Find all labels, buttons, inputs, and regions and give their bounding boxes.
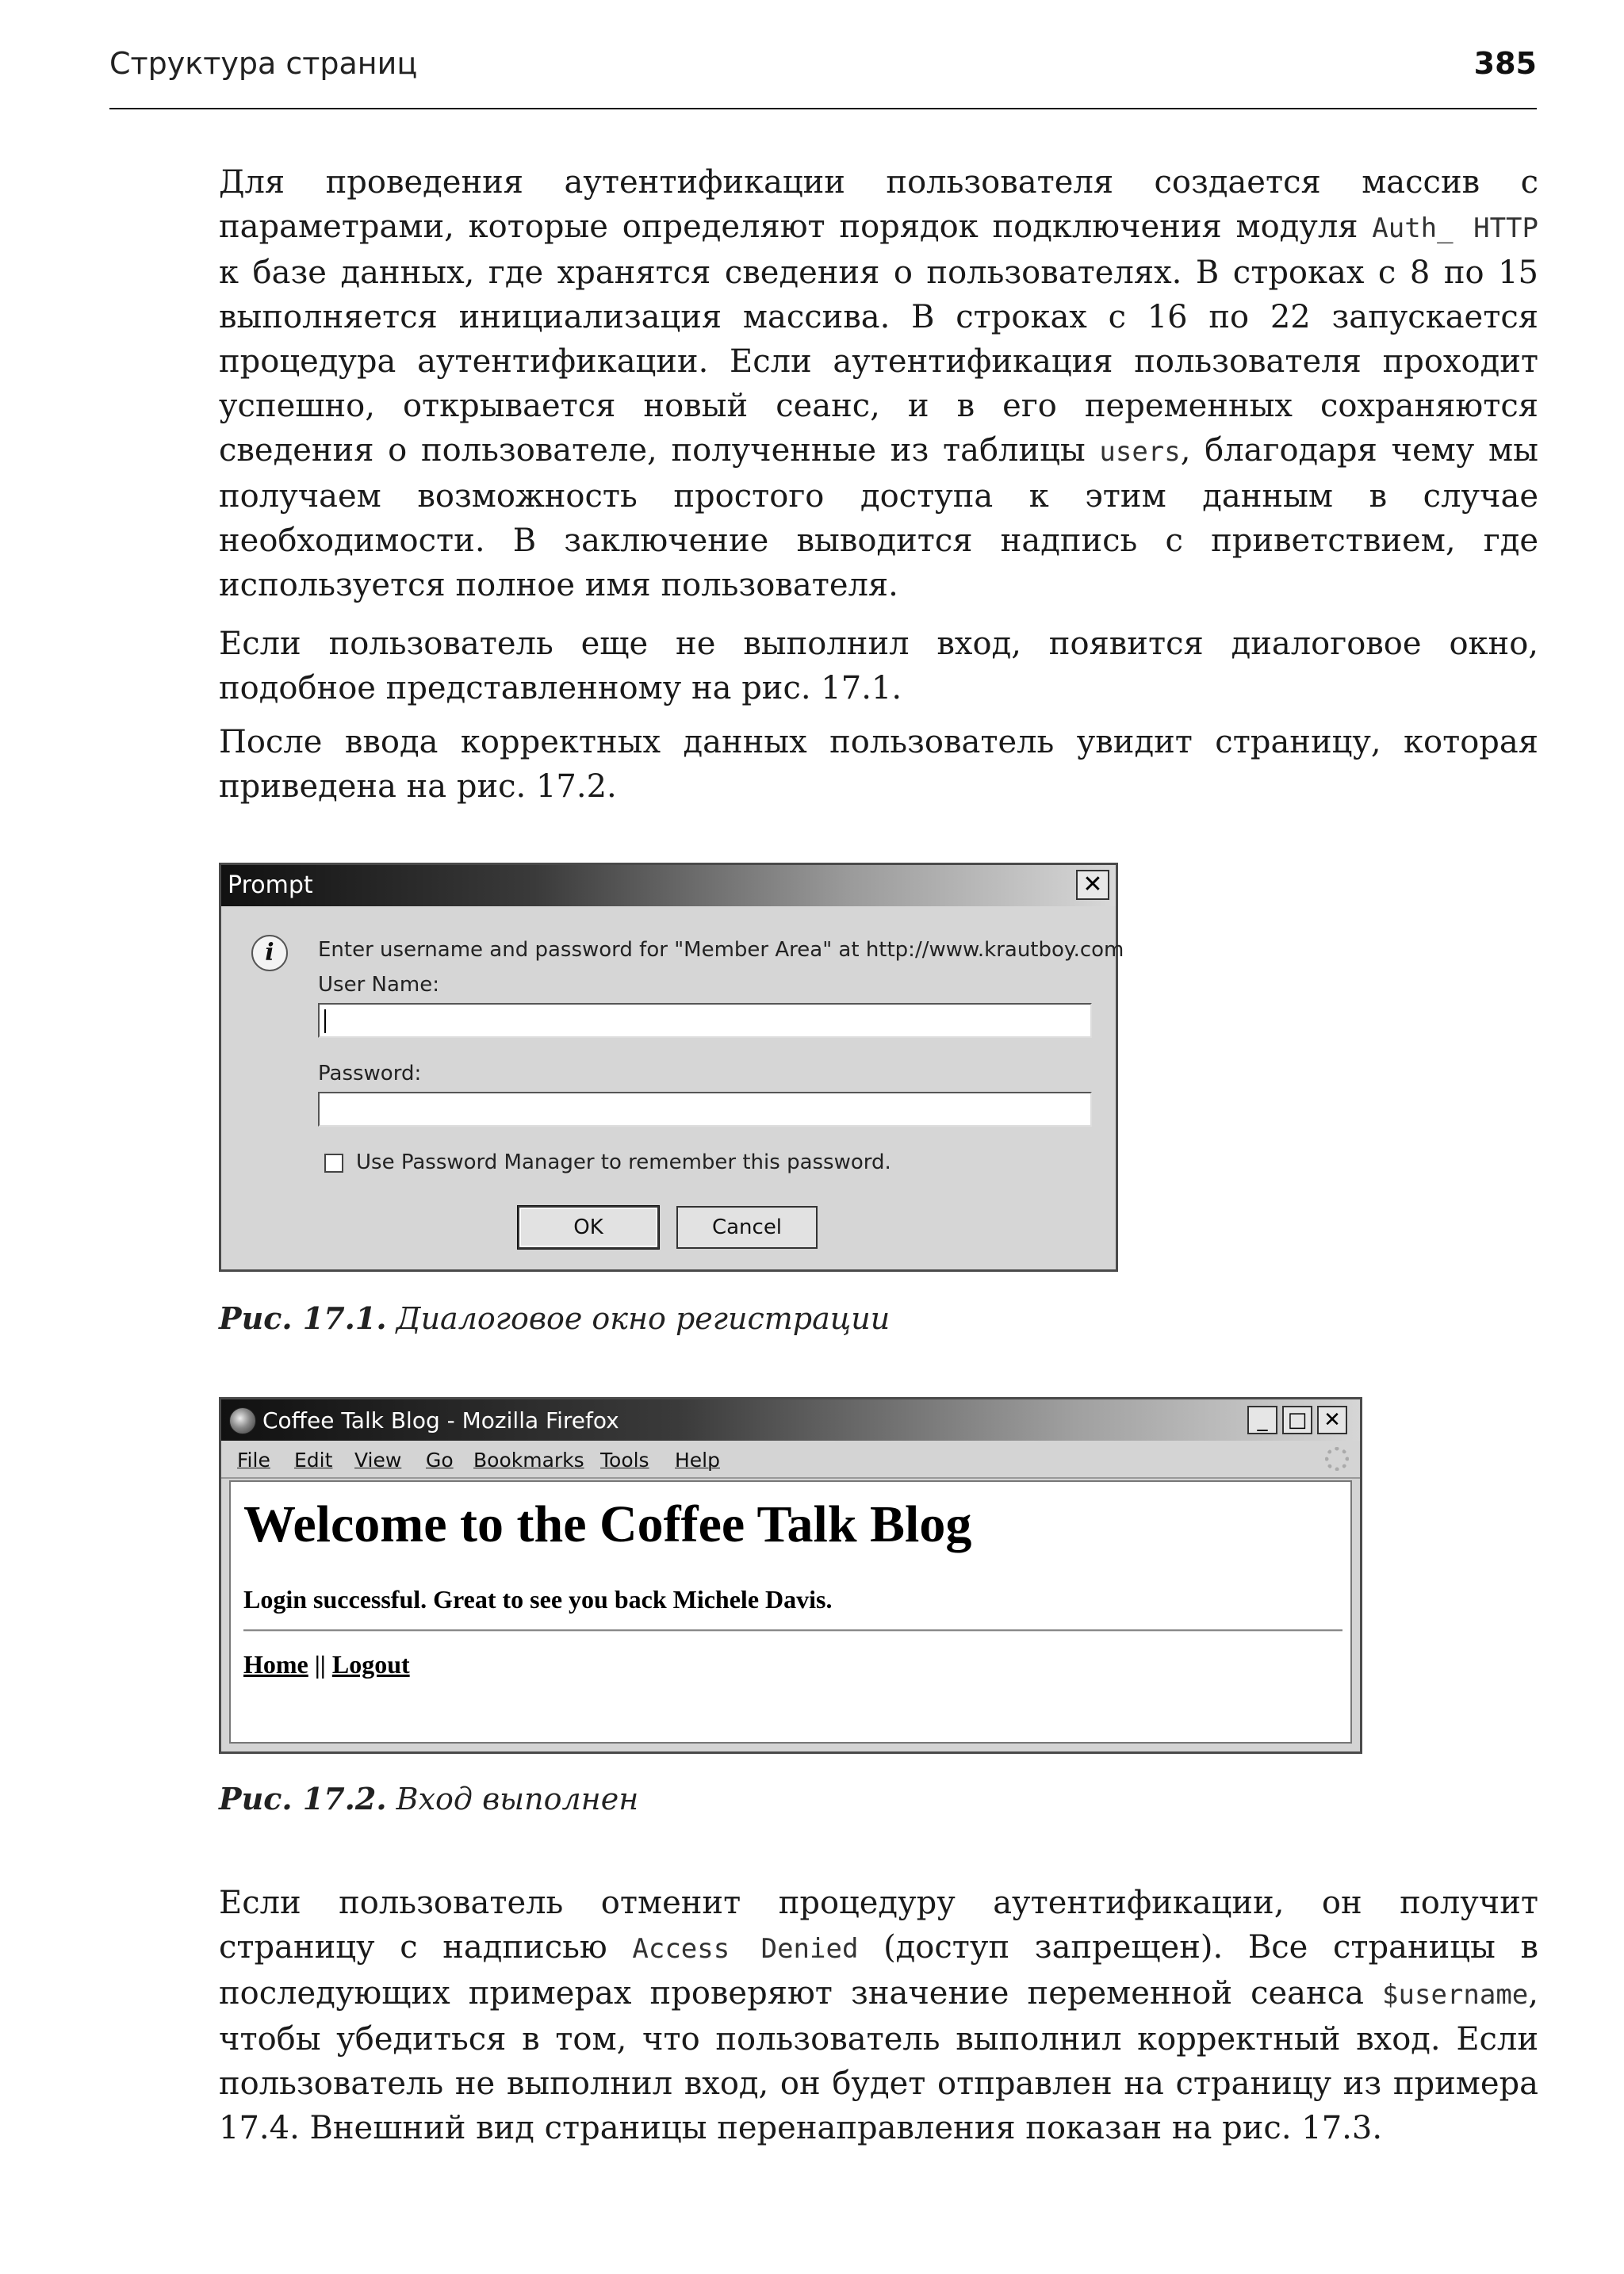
paragraph-access-denied: [219, 1881, 1538, 2150]
inline-code-access-denied: Access Denied: [632, 1933, 859, 1965]
page-number: 385: [1473, 46, 1537, 81]
login-message: Login successful. Great to see you back Michele Davis.: [243, 1585, 833, 1614]
text-run: (доступ запрещен). Все страницы в последующих примерах проверяют значение переменной сеанса: [219, 1929, 1538, 2012]
menu-bar: [221, 1441, 1360, 1479]
paragraph-page-ref: После ввода корректных данных пользователь увидит страницу, которая приведена на рис. 17.2.: [219, 724, 1538, 805]
browser-title: Coffee Talk Blog - Mozilla Firefox: [262, 1407, 619, 1434]
menu-bookmarks[interactable]: Bookmarks: [473, 1449, 584, 1472]
menu-tools[interactable]: Tools: [600, 1449, 649, 1472]
text-caret: [324, 1009, 326, 1033]
inline-code-username-var: $username: [1382, 1979, 1529, 2011]
close-icon[interactable]: ✕: [1317, 1406, 1347, 1434]
caption-text: Вход выполнен: [386, 1782, 639, 1817]
info-icon: i: [251, 935, 288, 971]
text-run: Если пользователь отменит процедуру аутентификации, он получит страницу с надписью: [219, 1885, 1538, 1966]
firefox-icon: [229, 1407, 256, 1434]
ok-button[interactable]: OK: [518, 1206, 659, 1249]
text-run: к базе данных, где хранятся сведения о пользователях. В строках с 8 по 15 выполняется инициализация массива. В строках с 16 по 22 запускается процедура аутентификации. Если аутентификация пользователя проходит успешно, открывается новый сеанс, и в его переменных сохраняются сведения о пользователе, полученные из таблицы: [219, 255, 1538, 469]
caption-text: Диалоговое окно регистрации: [386, 1301, 891, 1336]
logout-link[interactable]: Logout: [331, 1650, 410, 1679]
paragraph-dialog-ref: Если пользователь еще не выполнил вход, появится диалоговое окно, подобное представленному на рис. 17.1.: [219, 626, 1538, 706]
link-separator: ||: [308, 1650, 332, 1679]
menu-edit[interactable]: Edit: [294, 1449, 333, 1472]
cancel-button[interactable]: Cancel: [676, 1206, 818, 1249]
browser-window: [219, 1397, 1362, 1754]
text-run: , чтобы убедиться в том, что пользователь выполнил корректный вход. Если пользователь не выполнил вход, он будет отправлен на страницу из примера 17.4. Внешний вид страницы перенаправления показан на рис. 17.3.: [219, 1975, 1538, 2146]
username-input[interactable]: [318, 1003, 1092, 1038]
text-run: Для проведения аутентификации пользователя создается массив с параметрами, которые определяют порядок подключения модуля: [219, 164, 1538, 245]
prompt-dialog: [219, 863, 1124, 1272]
browser-titlebar: [221, 1399, 1360, 1441]
password-input[interactable]: [318, 1092, 1092, 1127]
running-header: [109, 46, 1537, 109]
figure-caption-17-2: [219, 1781, 638, 1817]
home-link[interactable]: Home: [243, 1650, 308, 1679]
minimize-icon[interactable]: _: [1247, 1406, 1277, 1434]
browser-viewport: [229, 1480, 1352, 1744]
caption-number: Рис. 17.2.: [219, 1781, 387, 1817]
text-run: , благодаря чему мы получаем возможность простого доступа к этим данным в случае необходимости. В заключение выводится надпись с приветствием, где используется полное имя пользователя.: [219, 432, 1538, 603]
caption-number: Рис. 17.1.: [219, 1300, 387, 1336]
dialog-message: Enter username and password for "Member Area" at http://www.krautboy.com: [318, 938, 1124, 962]
menu-go[interactable]: Go: [426, 1449, 454, 1472]
close-icon[interactable]: ✕: [1076, 870, 1109, 900]
throbber-icon: [1325, 1447, 1349, 1471]
maximize-icon[interactable]: □: [1282, 1406, 1312, 1434]
blog-nav: [243, 1650, 410, 1679]
menu-help[interactable]: Help: [675, 1449, 720, 1472]
inline-code-auth-http: Auth_ HTTP: [1372, 212, 1538, 244]
password-label: Password:: [318, 1062, 422, 1085]
menu-view[interactable]: View: [354, 1449, 402, 1472]
menu-file[interactable]: File: [237, 1449, 270, 1472]
remember-password-label: Use Password Manager to remember this password.: [356, 1150, 891, 1174]
dialog-title: Prompt: [228, 871, 313, 899]
paragraph-auth-description: [219, 160, 1538, 607]
running-title: Структура страниц: [109, 46, 418, 81]
inline-code-users: users: [1099, 436, 1181, 468]
blog-heading: Welcome to the Coffee Talk Blog: [243, 1495, 972, 1553]
username-label: User Name:: [318, 973, 439, 997]
remember-password-checkbox[interactable]: [324, 1154, 343, 1173]
dialog-titlebar: [221, 865, 1116, 906]
figure-caption-17-1: [219, 1300, 890, 1336]
horizontal-rule: [243, 1629, 1342, 1632]
